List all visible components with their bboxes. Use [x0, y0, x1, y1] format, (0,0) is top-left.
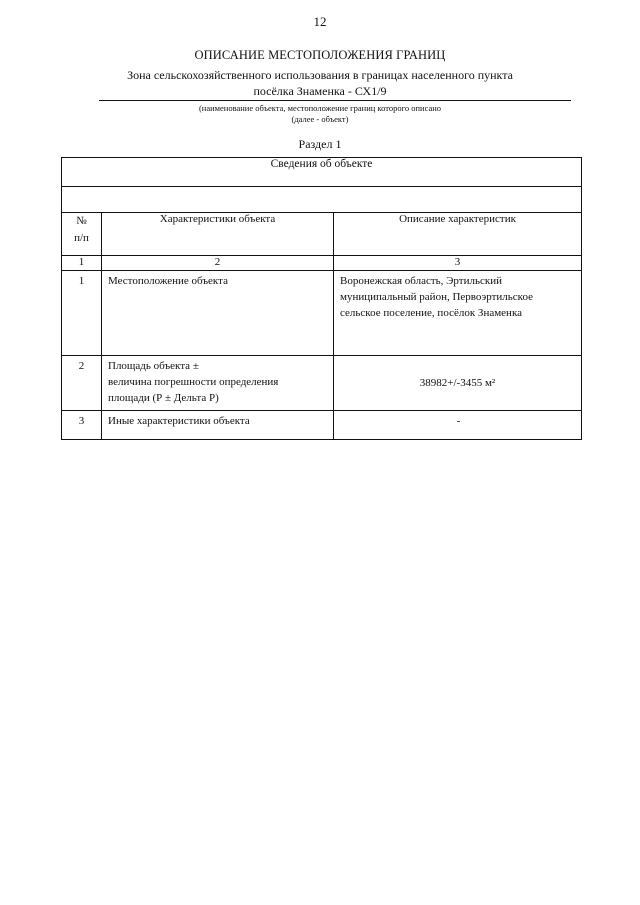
row-characteristic	[102, 356, 334, 411]
header-characteristics: Характеристики объекта	[102, 213, 334, 256]
zone-name-underline	[99, 100, 571, 101]
object-info-table	[61, 157, 582, 440]
zone-name-line-2: посёлка Знаменка - СХ1/9	[253, 84, 387, 98]
characteristic-line: Местоположение объекта	[108, 275, 228, 287]
description-line: сельское поселение, посёлок Знаменка	[340, 307, 523, 319]
row-characteristic	[102, 271, 334, 356]
header-num-line-2: п/п	[74, 232, 89, 244]
characteristic-line: Иные характеристики объекта	[108, 415, 250, 427]
row-number: 1	[62, 271, 102, 356]
characteristic-line: площади (Р ± Дельта Р)	[108, 392, 219, 404]
object-caption-line-1: (наименование объекта, местоположение границ которого описано	[198, 103, 442, 113]
description-line: -	[456, 415, 461, 427]
row-number: 3	[62, 411, 102, 440]
column-index-2: 2	[102, 256, 334, 271]
table-blank-row	[62, 187, 582, 213]
header-description: Описание характеристик	[334, 213, 582, 256]
row-description	[334, 411, 582, 440]
column-index-3: 3	[334, 256, 582, 271]
table-title-row	[62, 158, 582, 187]
row-characteristic	[102, 411, 334, 440]
object-caption	[0, 103, 640, 125]
section-title: Раздел 1	[298, 137, 342, 151]
row-description	[334, 356, 582, 411]
characteristic-line: Площадь объекта ±	[108, 360, 199, 372]
description-line: муниципальный район, Первоэртильское	[340, 291, 533, 303]
description-line: Воронежская область, Эртильский	[340, 275, 502, 287]
characteristic-line: величина погрешности определения	[108, 376, 279, 388]
page-number: 12	[313, 14, 327, 29]
description-line: 38982+/-3455 м²	[419, 377, 496, 389]
column-index-1: 1	[62, 256, 102, 271]
header-num	[62, 213, 102, 256]
header-num-line-1: №	[76, 215, 87, 227]
table-header-row	[62, 213, 582, 256]
row-description	[334, 271, 582, 356]
object-caption-line-2: (далее - объект)	[291, 114, 349, 124]
table-title: Сведения об объекте	[62, 158, 582, 187]
document-title: ОПИСАНИЕ МЕСТОПОЛОЖЕНИЯ ГРАНИЦ	[194, 48, 446, 62]
row-number: 2	[62, 356, 102, 411]
column-index-row	[62, 256, 582, 271]
table-blank-cell	[62, 187, 582, 213]
table-row	[62, 411, 582, 440]
table-row	[62, 356, 582, 411]
table-row	[62, 271, 582, 356]
zone-name-line-1: Зона сельскохозяйственного использования в границах населенного пункта	[127, 68, 513, 82]
